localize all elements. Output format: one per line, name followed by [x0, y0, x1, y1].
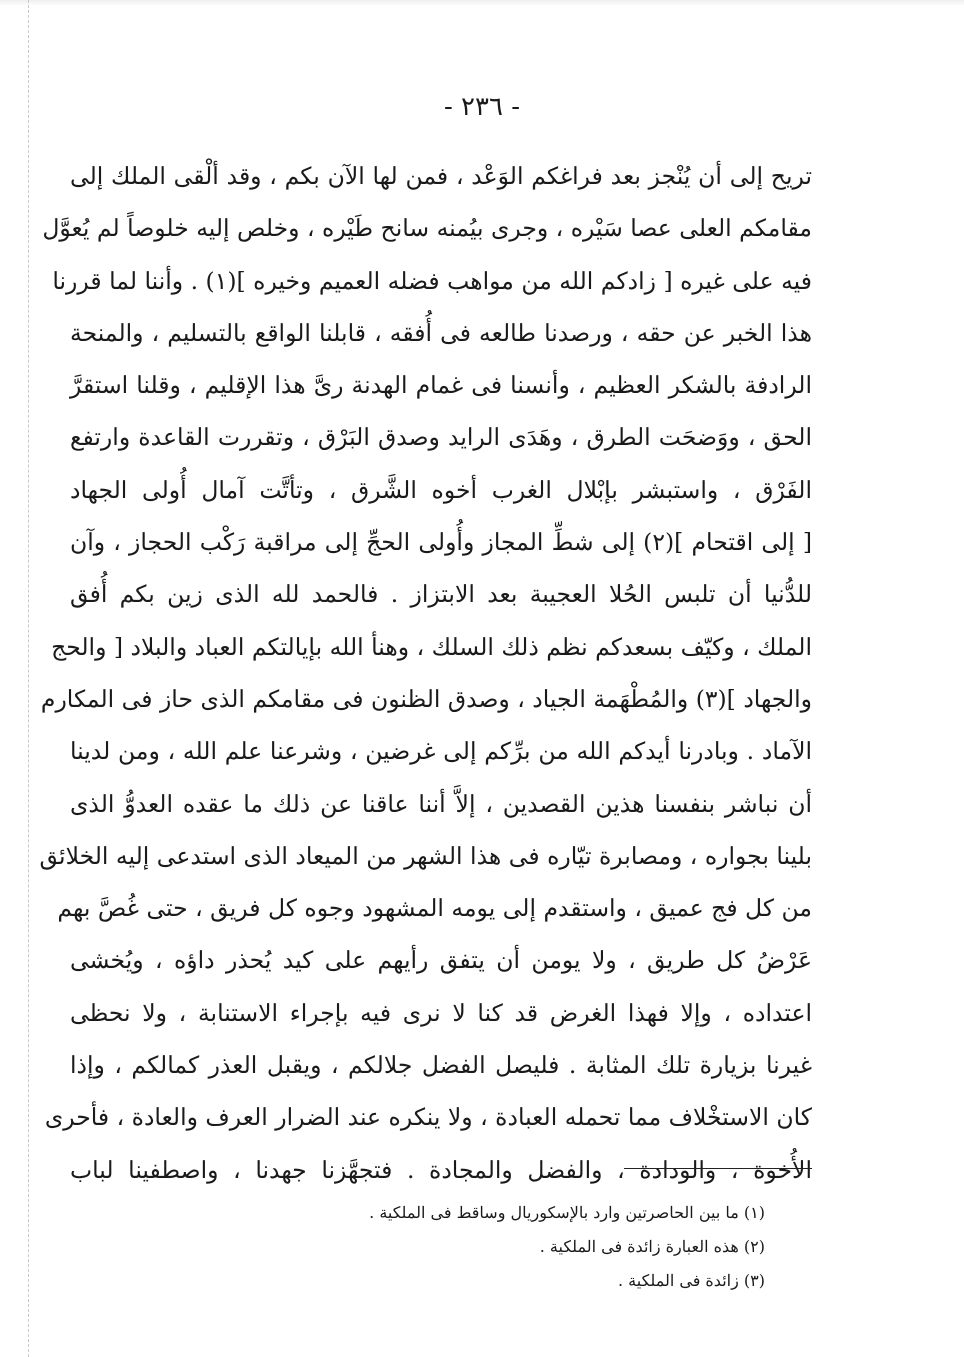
text-line: الآماد . وبادرنا أيدكم الله من برِّكم إلى غرضين ، وشرعنا علم الله ، ومن لدينا [70, 737, 812, 766]
scan-top-edge [0, 0, 964, 6]
scan-left-edge [28, 0, 29, 1357]
text-line: تريح إلى أن يُنْجز بعد فراغكم الوَعْد ، فمن لها الآن بكم ، وقد ألْقى الملك إلى [70, 162, 812, 190]
text-line: فيه على غيره [ زادكم الله من مواهب فضله العميم وخيره ](١) . وأننا لما قررنا [52, 266, 812, 295]
text-line: للدُّنيا أن تلبس الحُلا العجيبة بعد الابتزاز . فالحمد لله الذى زين بكم أُفق [70, 580, 812, 609]
text-line: بلينا بجواره ، ومصابرة تيّاره فى هذا الشهر من الميعاد الذى استدعى إليه الخلائق [39, 841, 812, 870]
footnote: (١) ما بين الحاصرتين وارد بالإسكوريال وساقط فى الملكية . [369, 1203, 765, 1222]
text-line: الفَرْق ، واستبشر بإبْلال الغرب أخوه الشَّرق ، وتأتَّت آمال أُولى الجهاد [70, 475, 812, 504]
footnote-separator [624, 1168, 812, 1169]
text-line: اعتداده ، وإلا فهذا الغرض قد كنا لا نرى فيه بإجراء الاستنابة ، ولا نحظى [70, 998, 812, 1027]
text-line: والجهاد ](٣) والمُطْهَمة الجياد ، وصدق الظنون فى مقامكم الذى حاز فى المكارم [40, 684, 812, 713]
text-line: مقامكم العلى عصا سَيْره ، وجرى بيُمنه سانح طَيْره ، وخلص إليه خلوصاً لم يُعوَّل [42, 214, 812, 243]
page-number: - ٢٣٦ - [443, 92, 521, 122]
body-text [39, 150, 812, 1196]
text-line: أن نباشر بنفسنا هذين القصدين ، إلاَّ أننا عاقنا عن ذلك ما عقده العدوُّ الذى [70, 789, 812, 818]
text-line: كان الاستخْلاف مما تحمله العبادة ، ولا ينكره عند الضرار العرف والعادة ، فأحرى [44, 1103, 812, 1132]
text-line: هذا الخبر عن حقه ، ورصدنا طالعه فى أُفقه ، قابلنا الواقع بالتسليم ، والمنحة [70, 318, 812, 347]
text-line: عَرْضُ كل طريق ، ولا يومن أن يتفق رأيهم على كيد يُحذر داؤه ، ويُخشى [70, 946, 812, 975]
footnotes [70, 1196, 765, 1298]
text-line: غيرنا بزيارة تلك المثابة . فليصل الفضل جلالكم ، ويقبل العذر كمالكم ، وإذا [70, 1051, 812, 1080]
footnote: (٢) هذه العبارة زائدة فى الملكية . [539, 1237, 765, 1256]
footnote: (٣) زائدة فى الملكية . [617, 1271, 765, 1290]
text-line: من كل فج عميق ، واستقدم إلى يومه المشهود وجوه كل فريق ، حتى غُصَّ بهم [57, 894, 812, 923]
text-line: الحق ، ووَضحَت الطرق ، وهَدَى الرايد وصدق البَرْق ، وتقررت القاعدة وارتفع [70, 423, 812, 452]
text-line: [ إلى اقتحام ](٢) إلى شطِّ المجاز وأُولى الحجِّ إلى مراقبة رَكْب الحجاز ، وآن [70, 528, 812, 557]
text-line: الرادفة بالشكر العظيم ، وأنسنا فى غمام الهدنة رىَّ هذا الإقليم ، وقلنا استقرَّ [70, 371, 812, 400]
text-line: الأُخوة ، والودادة ، والفضل والمجادة . فتجهَّزنا جهدنا ، واصطفينا لباب [70, 1155, 812, 1184]
text-line: الملك ، وكيّف بسعدكم نظم ذلك السلك ، وهنأ الله بإيالتكم العباد والبلاد [ والحج [51, 632, 812, 661]
